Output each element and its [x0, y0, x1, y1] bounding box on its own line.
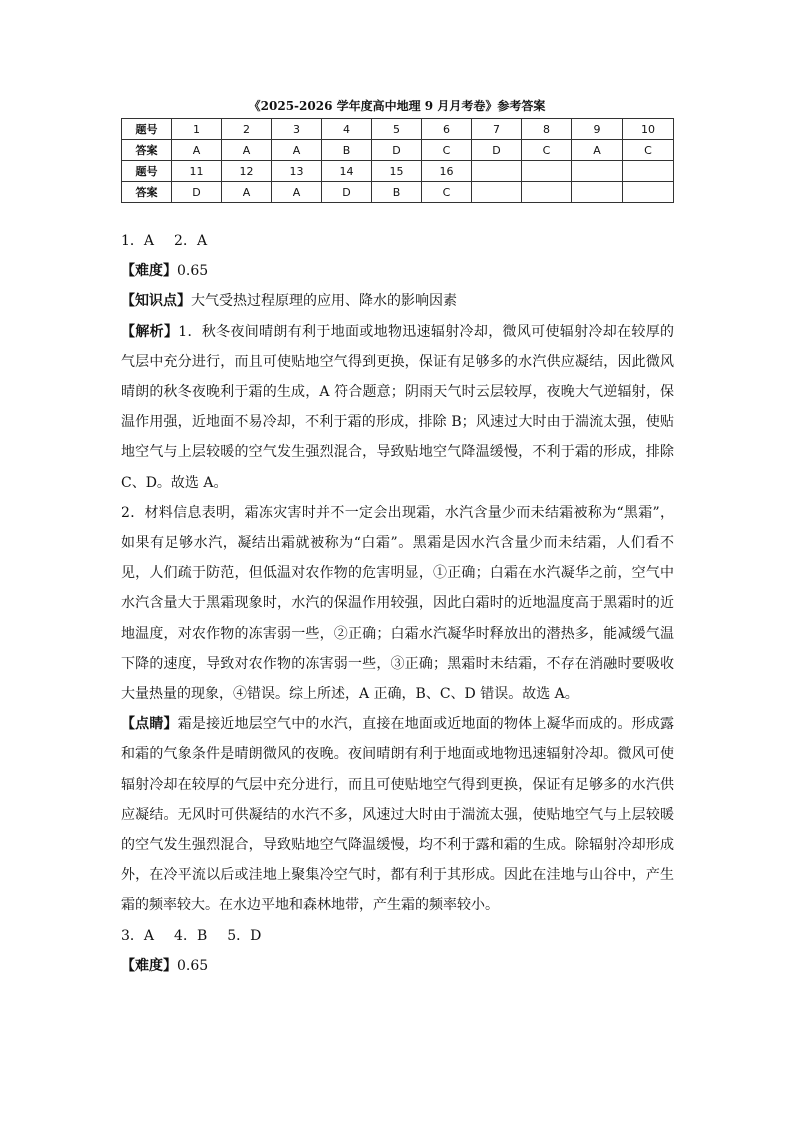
analysis-q1 — [121, 317, 674, 498]
table-cell: 14 — [322, 161, 372, 182]
row-label: 题号 — [122, 161, 172, 182]
difficulty-line — [121, 256, 674, 286]
table-cell: 15 — [372, 161, 422, 182]
table-cell: C — [422, 140, 472, 161]
table-cell: 8 — [522, 119, 572, 140]
table-cell: D — [172, 182, 222, 203]
knowledge-value: 大气受热过程原理的应用、降水的影响因素 — [191, 293, 457, 310]
table-cell — [472, 161, 522, 182]
table-cell — [522, 161, 572, 182]
row-label: 题号 — [122, 119, 172, 140]
answer-q5: 5．D — [227, 927, 262, 944]
answer-q1: 1．A — [121, 233, 155, 249]
table-cell — [572, 182, 623, 203]
table-cell: B — [322, 140, 372, 161]
table-cell: A — [222, 140, 272, 161]
answer-line-q3-5 — [121, 921, 674, 951]
pointer-text: 霜是接近地层空气中的水汽，直接在地面或近地面的物体上凝华而成的。形成露和霜的气象条件是晴朗微风的夜晚。夜间晴朗有利于地面或地物迅速辐射冷却。微风可使辐射冷却在较厚的气层中充分进行，而且可使贴地空气得到更换，保证有足够多的水汽供应凝结。无风时可供凝结的水汽不多，风速过大时由于湍流太强，使贴地空气与上层较暖的空气发生强烈混合，导致贴地空气降温缓慢，均不利于露和霜的生成。除辐射冷却形成外，在冷平流以后或洼地上聚集冷空气时，都有利于其形成。因此在洼地与山谷中，产生霜的频率较大。在水边平地和森林地带，产生霜的频率较小。 — [121, 716, 675, 914]
table-cell: 4 — [322, 119, 372, 140]
answer-q2: 2．A — [174, 233, 208, 249]
analysis-q1-text: 1．秋冬夜间晴朗有利于地面或地物迅速辐射冷却，微风可使辐射冷却在较厚的气层中充分进行，而且可使贴地空气得到更换，保证有足够多的水汽供应凝结，因此微风晴朗的秋冬夜晚利于霜的生成，A 符合题意；阴雨天气时云层较厚，夜晚大气逆辐射，保温作用强，近地面不易冷却，不利于霜的形成，排除 B；风速过大时由于湍流太强，使贴地空气与上层较暖的空气发生强烈混合，导致贴地空气降温缓慢，不利于霜的形成，排除 C、D。故选 A。 — [121, 323, 675, 491]
table-cell: C — [623, 140, 674, 161]
difficulty-value: 0.65 — [177, 263, 209, 280]
answer-table-body — [122, 119, 674, 203]
table-row — [122, 140, 674, 161]
table-cell: A — [272, 182, 322, 203]
pointer-label: 【点睛】 — [121, 716, 178, 733]
table-cell: 1 — [172, 119, 222, 140]
answer-content — [121, 226, 674, 981]
page-title: 《2025-2026 学年度高中地理 9 月月考卷》参考答案 — [248, 99, 546, 113]
table-cell: 7 — [472, 119, 522, 140]
table-cell: 16 — [422, 161, 472, 182]
table-cell: 6 — [422, 119, 472, 140]
difficulty2-value: 0.65 — [177, 957, 209, 974]
table-cell — [623, 182, 674, 203]
pointer-paragraph — [121, 709, 674, 920]
table-cell: D — [372, 140, 422, 161]
table-cell: B — [372, 182, 422, 203]
table-cell: D — [472, 140, 522, 161]
analysis-label: 【解析】 — [121, 323, 179, 340]
table-cell: A — [222, 182, 272, 203]
row-label: 答案 — [122, 140, 172, 161]
table-cell: 2 — [222, 119, 272, 140]
table-cell: 12 — [222, 161, 272, 182]
knowledge-line — [121, 286, 674, 316]
table-row — [122, 119, 674, 140]
table-cell: A — [572, 140, 623, 161]
answer-table — [121, 118, 674, 203]
difficulty-label: 【难度】 — [121, 263, 177, 280]
knowledge-label: 【知识点】 — [121, 293, 191, 310]
answer-q3: 3．A — [121, 927, 155, 944]
table-cell: D — [322, 182, 372, 203]
table-cell: 10 — [623, 119, 674, 140]
analysis-q2: 2．材料信息表明，霜冻灾害时并不一定会出现霜，水汽含量少而未结霜被称为“黑霜”，如果有足够水汽，凝结出霜就被称为“白霜”。黑霜是因水汽含量少而未结霜，人们看不见，人们疏于防范，但低温对农作物的危害明显，①正确；白霜在水汽凝华之前，空气中水汽含量大于黑霜现象时，水汽的保温作用较强，因此白霜时的近地温度高于黑霜时的近地温度，对农作物的冻害弱一些，②正确；白霜水汽凝华时释放出的潜热多，能减缓气温下降的速度，导致对农作物的冻害弱一些，③正确；黑霜时未结霜，不存在消融时要吸收大量热量的现象，④错误。综上所述，A 正确，B、C、D 错误。故选 A。 — [121, 504, 674, 703]
difficulty2-label: 【难度】 — [121, 957, 177, 974]
table-cell — [623, 161, 674, 182]
table-cell: C — [422, 182, 472, 203]
table-cell: 9 — [572, 119, 623, 140]
table-cell: 13 — [272, 161, 322, 182]
table-cell: 5 — [372, 119, 422, 140]
table-cell — [522, 182, 572, 203]
table-cell — [472, 182, 522, 203]
table-cell: C — [522, 140, 572, 161]
table-cell: 11 — [172, 161, 222, 182]
table-cell: A — [272, 140, 322, 161]
table-cell: A — [172, 140, 222, 161]
table-cell — [572, 161, 623, 182]
answer-q4: 4．B — [174, 927, 208, 944]
row-label: 答案 — [122, 182, 172, 203]
difficulty-line-2 — [121, 951, 674, 981]
table-row — [122, 182, 674, 203]
table-row — [122, 161, 674, 182]
table-cell: 3 — [272, 119, 322, 140]
answer-line-q1-2 — [121, 226, 674, 256]
